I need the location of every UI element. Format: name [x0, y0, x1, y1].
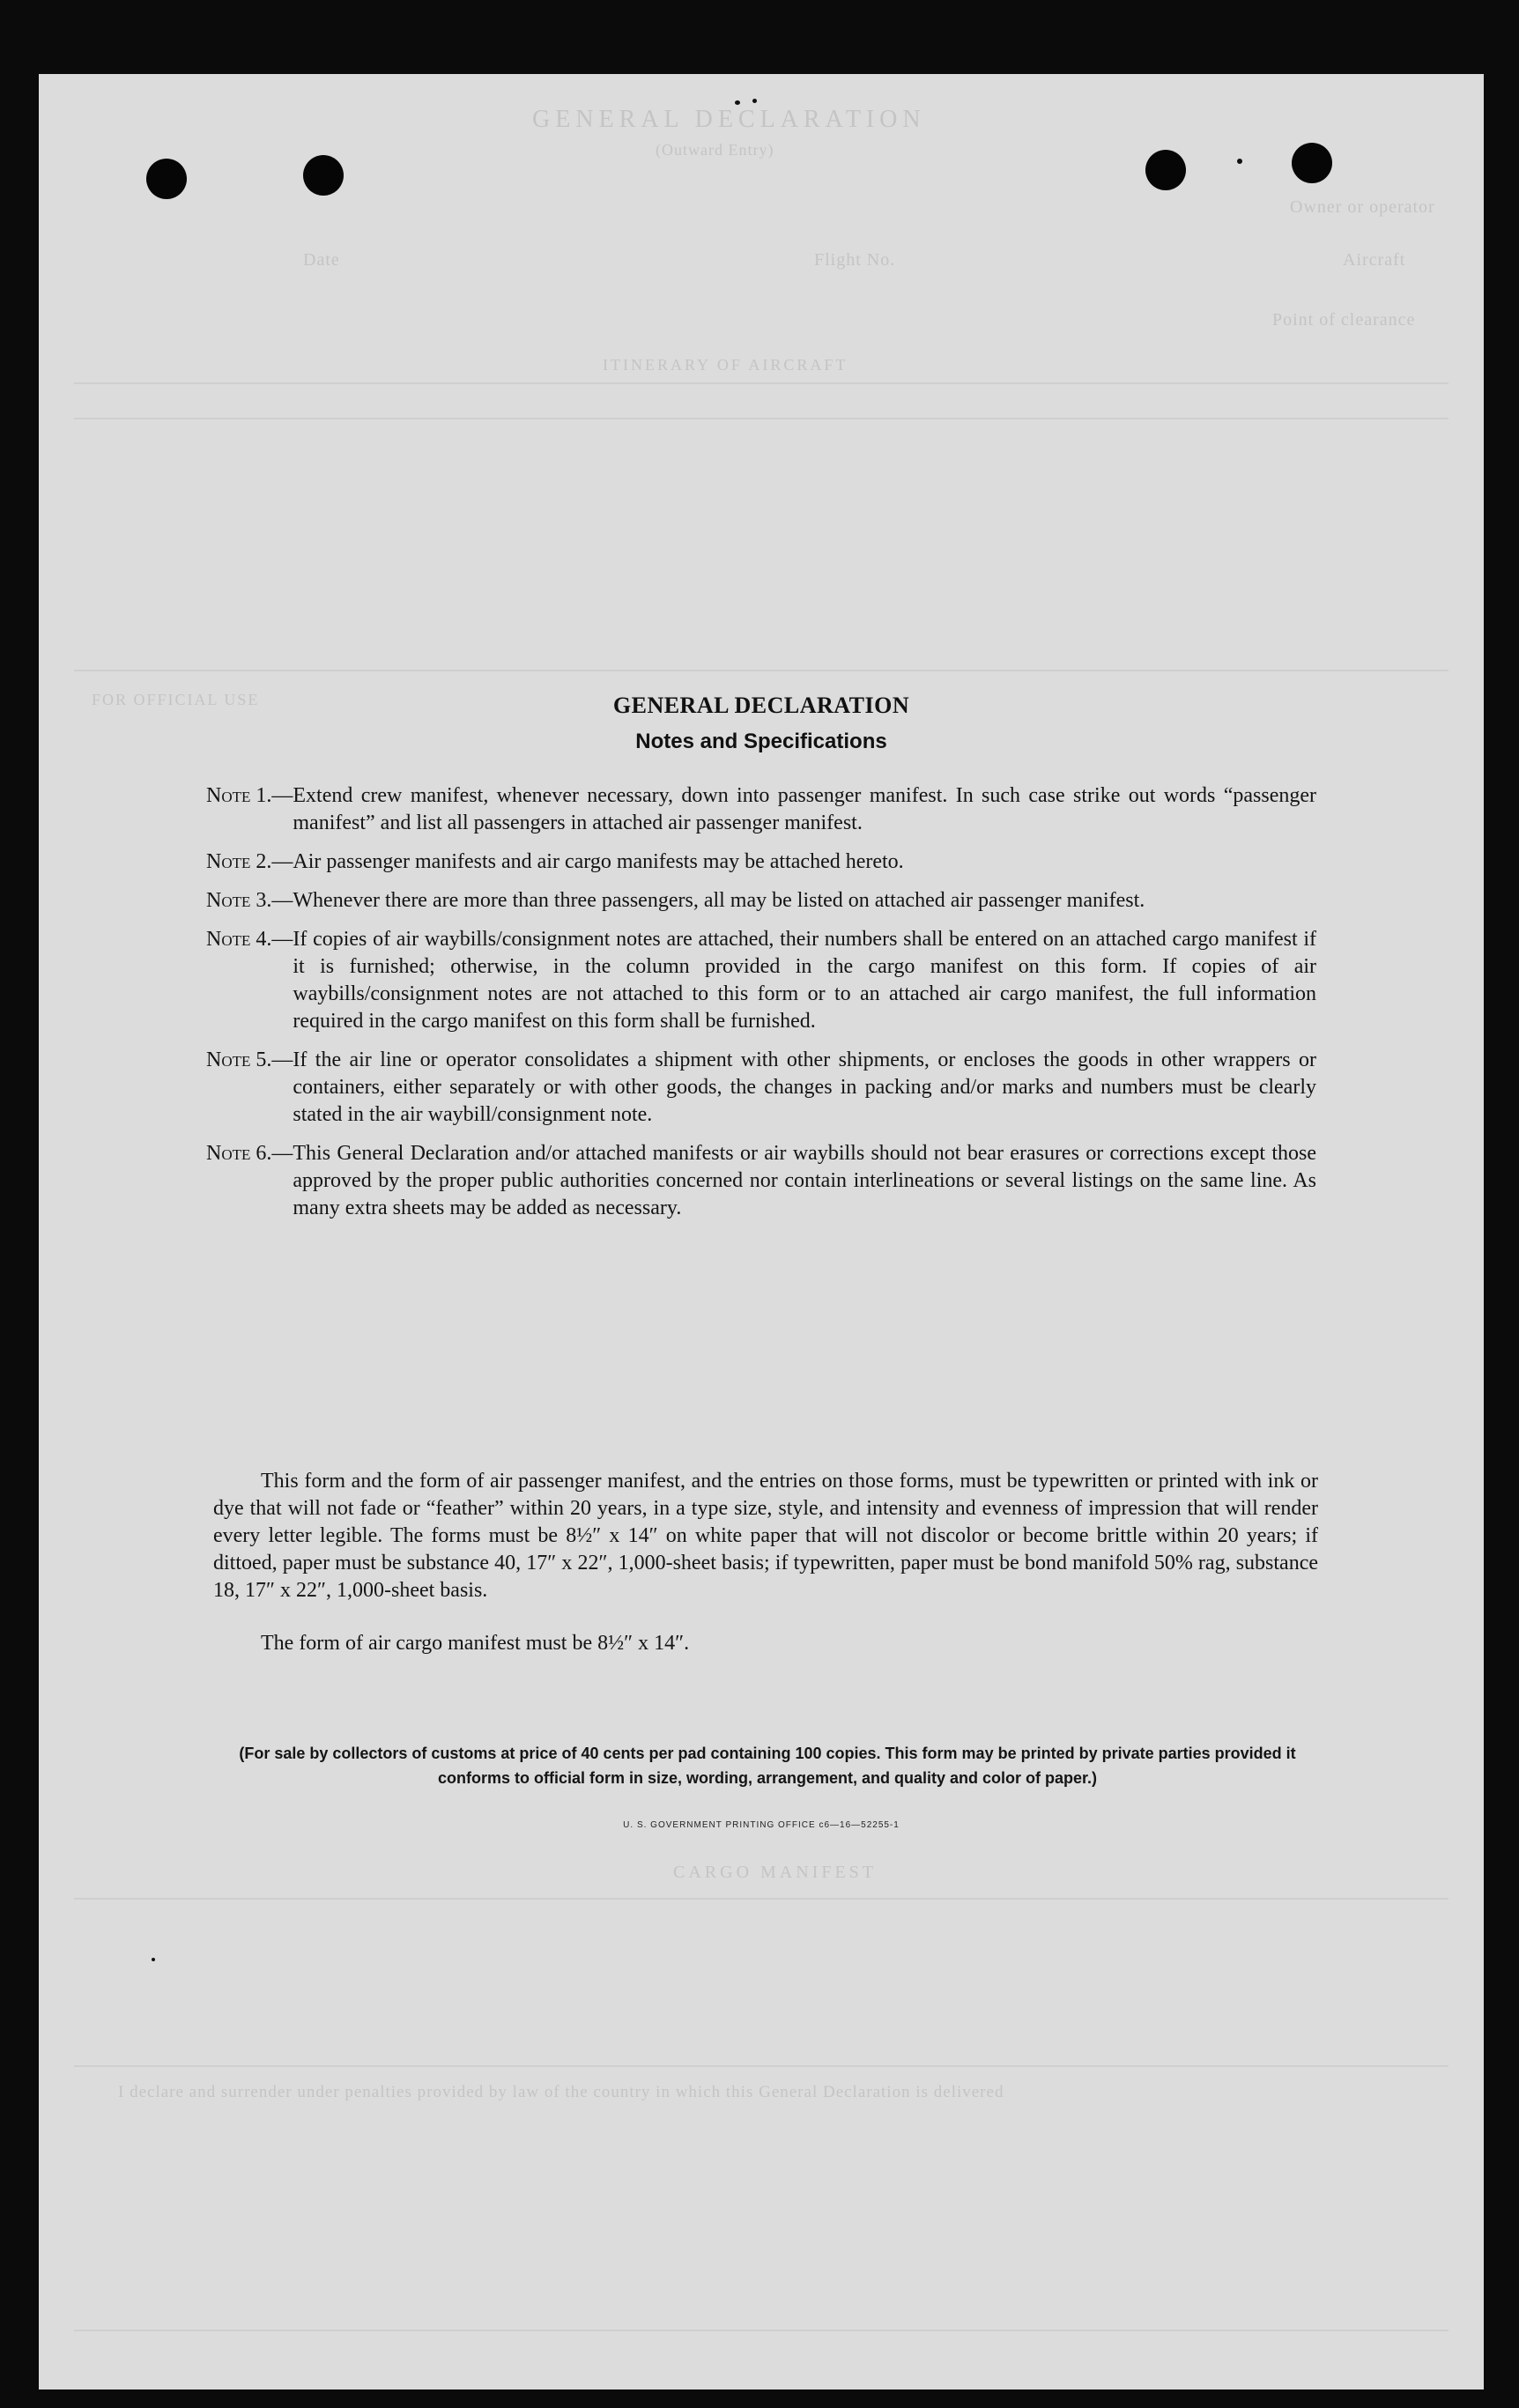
note-item	[206, 1140, 1316, 1222]
bleed-rule-2	[74, 418, 1449, 419]
bleed-date: Date	[303, 250, 340, 270]
punch-hole-left-2	[303, 155, 344, 196]
bleed-itinerary: ITINERARY OF AIRCRAFT	[603, 356, 848, 374]
scan-speck	[1237, 159, 1242, 164]
note-item	[206, 926, 1316, 1035]
note-text: Air passenger manifests and air cargo manifests may be attached hereto.	[293, 850, 904, 873]
scan-speck	[735, 100, 740, 105]
note-label: Note 1.—	[206, 784, 293, 807]
bleed-rule-4	[74, 1898, 1449, 1900]
bleed-operator: Owner or operator	[1290, 197, 1435, 217]
printer-imprint: U. S. GOVERNMENT PRINTING OFFICE c6—16—52255-1	[623, 1820, 900, 1830]
note-label: Note 5.—	[206, 1048, 293, 1071]
bleed-declaration: I declare and surrender under penalties provided by law of the country in which this General Declaration is delivered	[118, 2083, 1004, 2101]
note-label: Note 4.—	[206, 928, 293, 951]
bleed-flight: Flight No.	[814, 250, 896, 270]
note-item	[206, 887, 1316, 915]
bleed-rule-1	[74, 382, 1449, 384]
note-text: If copies of air waybills/consignment notes are attached, their numbers shall be entered on an attached cargo manifest if it is furnished; otherwise, in the column provided in the cargo manifest on this form. If copies of air waybills/consignment notes are not attached to this form or to an attached air cargo manifest, the full information required in the cargo manifest on this form shall be furnished.	[293, 928, 1316, 1033]
punch-hole-left-1	[146, 159, 187, 199]
scan-speck	[152, 1958, 155, 1961]
bleed-official-use: FOR OFFICIAL USE	[92, 691, 260, 708]
bleed-aircraft: Aircraft	[1343, 250, 1406, 270]
note-item	[206, 782, 1316, 837]
page-title: GENERAL DECLARATION	[612, 693, 910, 718]
note-text: This General Declaration and/or attached manifests or air waybills should not bear erasures or corrections except those approved by the proper public authorities concerned nor contain interlineations or several listings on the same line. As many extra sheets may be added as necessary.	[293, 1142, 1316, 1219]
scan-speck	[752, 99, 757, 103]
bleed-rule-6	[74, 2330, 1449, 2331]
bleed-title: GENERAL DECLARATION	[532, 106, 926, 133]
note-label: Note 2.—	[206, 850, 293, 873]
note-label: Note 3.—	[206, 889, 293, 912]
sale-notice: (For sale by collectors of customs at price of 40 cents per pad containing 100 copies. This form may be printed by private parties provided it conforms to official form in size, wording, arrangement, and quality and color of paper.)	[239, 1745, 1296, 1787]
punch-hole-right-1	[1145, 150, 1186, 190]
notes-list	[206, 782, 1316, 1234]
bleed-rule-5	[74, 2065, 1449, 2067]
note-text: If the air line or operator consolidates a shipment with other shipments, or encloses the goods in other wrappers or containers, either separately or with other goods, the changes in packing and/or marks and numbers must be clearly stated in the air waybill/consignment note.	[293, 1048, 1316, 1126]
note-item	[206, 848, 1316, 876]
punch-hole-right-2	[1292, 143, 1332, 183]
note-label: Note 6.—	[206, 1142, 293, 1165]
bleed-rule-3	[74, 670, 1449, 671]
document-sheet	[39, 74, 1484, 2389]
bleed-subtitle: (Outward Entry)	[656, 141, 774, 159]
bleed-cargo: CARGO MANIFEST	[673, 1863, 878, 1882]
note-text: Extend crew manifest, whenever necessary, down into passenger manifest. In such case strike out words “passenger manifest” and list all passengers in attached air passenger manifest.	[293, 784, 1316, 834]
cargo-manifest-size: The form of air cargo manifest must be 8½″ x 14″.	[261, 1632, 690, 1655]
note-item	[206, 1047, 1316, 1129]
bleed-clearance: Point of clearance	[1272, 310, 1416, 330]
specification-paragraph: This form and the form of air passenger manifest, and the entries on those forms, must be typewritten or printed with ink or dye that will not fade or “feather” within 20 years, in a type size, style, and intensity and evenness of impression that will render every letter legible. The forms must be 8½″ x 14″ on white paper that will not discolor or become brittle within 20 years; if dittoed, paper must be substance 40, 17″ x 22″, 1,000-sheet basis; if typewritten, paper must be bond manifold 50% rag, substance 18, 17″ x 22″, 1,000-sheet basis.	[213, 1470, 1318, 1602]
note-text: Whenever there are more than three passengers, all may be listed on attached air passenger manifest.	[293, 889, 1145, 912]
page-subtitle: Notes and Specifications	[635, 730, 887, 753]
